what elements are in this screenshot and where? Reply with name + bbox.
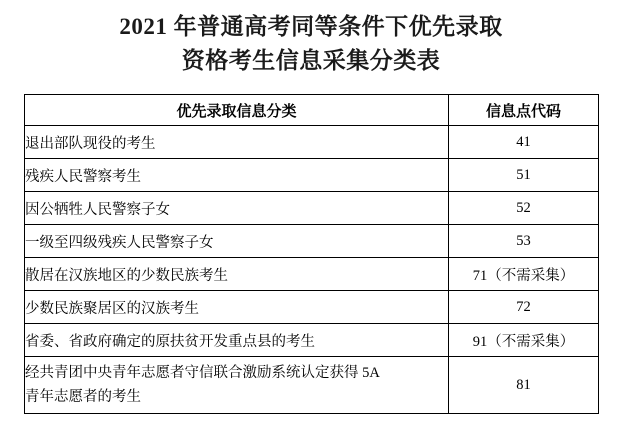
table-header-row	[25, 95, 599, 126]
table-row	[25, 291, 599, 324]
cell-code: 72	[449, 291, 599, 324]
table-row	[25, 225, 599, 258]
table-header	[25, 95, 599, 126]
cell-code: 71（不需采集）	[449, 258, 599, 291]
cell-category: 残疾人民警察考生	[25, 159, 449, 192]
cell-category: 一级至四级残疾人民警察子女	[25, 225, 449, 258]
table-row	[25, 159, 599, 192]
cell-category: 少数民族聚居区的汉族考生	[25, 291, 449, 324]
column-header-code: 信息点代码	[449, 95, 599, 126]
table-row	[25, 324, 599, 357]
cell-category-line-1: 经共青团中央青年志愿者守信联合激励系统认定获得 5A	[25, 365, 380, 381]
table-row	[25, 192, 599, 225]
cell-code: 52	[449, 192, 599, 225]
cell-category: 散居在汉族地区的少数民族考生	[25, 258, 449, 291]
cell-category: 退出部队现役的考生	[25, 126, 449, 159]
cell-category	[25, 357, 449, 414]
cell-code: 41	[449, 126, 599, 159]
table-body	[25, 126, 599, 414]
table-container	[24, 94, 598, 414]
cell-code: 91（不需采集）	[449, 324, 599, 357]
column-header-category: 优先录取信息分类	[25, 95, 449, 126]
cell-category-line-2: 青年志愿者的考生	[25, 389, 141, 405]
page-title	[0, 0, 622, 78]
table-row	[25, 126, 599, 159]
cell-code: 81	[449, 357, 599, 414]
page-title-line-1: 2021 年普通高考同等条件下优先录取	[119, 14, 503, 39]
page-title-line-2: 资格考生信息采集分类表	[181, 48, 441, 73]
table-row	[25, 258, 599, 291]
table-row	[25, 357, 599, 414]
priority-admission-table	[24, 94, 599, 414]
cell-code: 51	[449, 159, 599, 192]
cell-category: 因公牺牲人民警察子女	[25, 192, 449, 225]
cell-code: 53	[449, 225, 599, 258]
cell-category: 省委、省政府确定的原扶贫开发重点县的考生	[25, 324, 449, 357]
